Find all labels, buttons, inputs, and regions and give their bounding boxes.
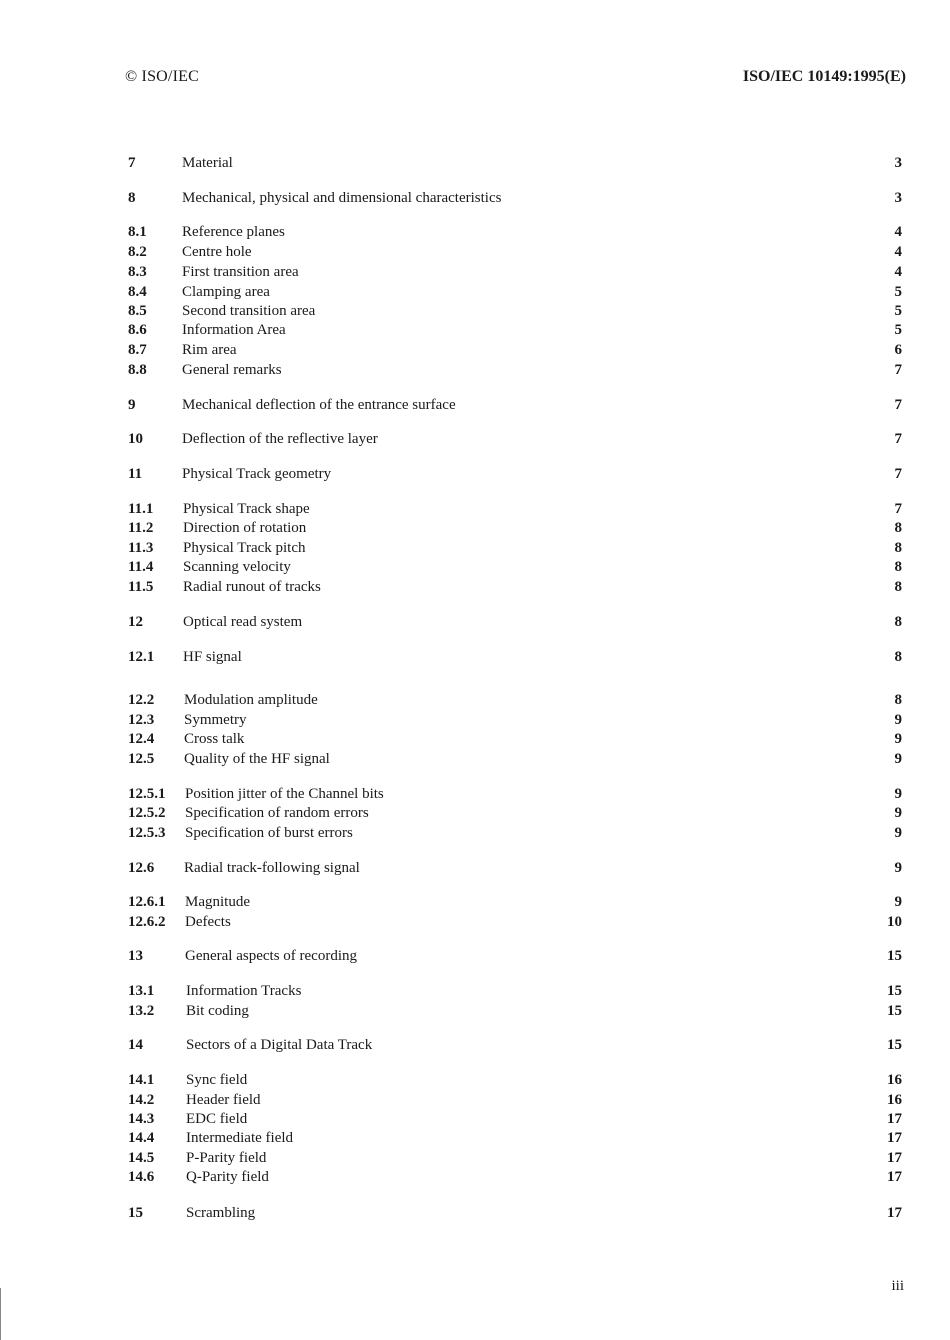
toc-entry-number: 11.1: [128, 501, 154, 517]
toc-entry-title: Intermediate field: [186, 1130, 294, 1146]
toc-entry-page: 17: [887, 1130, 902, 1146]
toc-entry: [0, 729, 950, 749]
toc-entry-number: 10: [128, 431, 143, 447]
toc-entry-title: Rim area: [182, 342, 237, 358]
toc-entry: [0, 360, 950, 380]
toc-entry: [0, 912, 950, 932]
toc-entry-page: 16: [887, 1092, 902, 1108]
toc-entry-title: Position jitter of the Channel bits: [185, 786, 384, 802]
toc-entry-number: 8: [128, 190, 136, 206]
toc-entry-title: Reference planes: [182, 224, 285, 240]
toc-entry: [0, 647, 950, 667]
toc-entry-title: Cross talk: [184, 731, 245, 747]
toc-entry-page: 10: [887, 914, 902, 930]
toc-entry-title: Deflection of the reflective layer: [182, 431, 378, 447]
toc-entry-page: 4: [894, 224, 902, 240]
toc-entry: [0, 282, 950, 302]
toc-entry: [0, 464, 950, 484]
toc-entry-number: 8.7: [128, 342, 147, 358]
toc-entry-title: Information Area: [182, 322, 286, 338]
toc-entry-page: 9: [894, 825, 902, 841]
toc-entry: [0, 1109, 950, 1129]
toc-entry-number: 12.6.2: [128, 914, 166, 930]
toc-entry-page: 3: [894, 190, 902, 206]
toc-entry-title: Defects: [185, 914, 231, 930]
toc-entry-page: 17: [887, 1205, 902, 1221]
toc-entry-number: 11.4: [128, 559, 154, 575]
toc-entry: [0, 518, 950, 538]
toc-entry-page: 4: [894, 244, 902, 260]
toc-entry-page: 7: [894, 362, 902, 378]
toc-entry-number: 12.2: [128, 692, 155, 708]
toc-entry-page: 9: [894, 751, 902, 767]
toc-entry-number: 14.4: [128, 1130, 155, 1146]
header-document-id: ISO/IEC 10149:1995(E): [742, 68, 906, 85]
toc-entry-number: 14.2: [128, 1092, 155, 1108]
toc-entry-number: 12.3: [128, 712, 155, 728]
toc-entry-title: Physical Track geometry: [182, 466, 332, 482]
toc-entry-number: 12.5.3: [128, 825, 166, 841]
toc-entry-page: 7: [894, 397, 902, 413]
toc-entry-page: 5: [894, 322, 902, 338]
toc-entry-page: 9: [894, 860, 902, 876]
header-org-mark: © ISO/IEC: [125, 68, 199, 85]
toc-entry-number: 14.6: [128, 1169, 155, 1185]
toc-entry-number: 9: [128, 397, 136, 413]
toc-entry-number: 13.2: [128, 1003, 155, 1019]
toc-entry: [0, 823, 950, 843]
toc-entry-title: Radial runout of tracks: [183, 579, 321, 595]
toc-entry-page: 17: [887, 1150, 902, 1166]
toc-entry-page: 4: [894, 264, 902, 280]
toc-entry-title: Sectors of a Digital Data Track: [186, 1037, 373, 1053]
toc-entry-number: 12.4: [128, 731, 155, 747]
toc-entry-number: 8.5: [128, 303, 147, 319]
toc-entry-page: 5: [894, 303, 902, 319]
toc-entry-title: Sync field: [186, 1072, 248, 1088]
scan-edge-mark: [0, 1288, 1, 1340]
toc-entry-number: 14.1: [128, 1072, 155, 1088]
toc-entry-page: 8: [894, 692, 902, 708]
toc-entry: [0, 981, 950, 1001]
toc-entry-title: Centre hole: [182, 244, 252, 260]
toc-entry-number: 12.5.1: [128, 786, 166, 802]
toc-entry: [0, 557, 950, 577]
toc-entry: [0, 612, 950, 632]
toc-entry-page: 15: [887, 948, 902, 964]
toc-entry: [0, 222, 950, 242]
toc-entry-number: 8.8: [128, 362, 147, 378]
toc-entry-number: 12.1: [128, 649, 155, 665]
toc-entry-number: 12.6: [128, 860, 155, 876]
toc-entry-title: Scrambling: [186, 1205, 256, 1221]
toc-entry-title: Specification of burst errors: [185, 825, 353, 841]
toc-entry-title: First transition area: [182, 264, 299, 280]
toc-entry-page: 9: [894, 894, 902, 910]
toc-entry: [0, 892, 950, 912]
toc-entry-page: 7: [894, 501, 902, 517]
toc-entry: [0, 242, 950, 262]
toc-entry: [0, 429, 950, 449]
toc-entry-page: 3: [894, 155, 902, 171]
toc-entry-title: Mechanical deflection of the entrance surface: [182, 397, 456, 413]
toc-entry: [0, 858, 950, 878]
toc-entry: [0, 1148, 950, 1168]
toc-entry-title: Second transition area: [182, 303, 316, 319]
toc-entry: [0, 784, 950, 804]
toc-entry-title: Clamping area: [182, 284, 270, 300]
toc-entry-title: EDC field: [186, 1111, 248, 1127]
toc-entry-title: Physical Track shape: [183, 501, 310, 517]
toc-entry: [0, 153, 950, 173]
toc-entry-number: 8.6: [128, 322, 147, 338]
toc-entry-number: 14.5: [128, 1150, 155, 1166]
toc-entry: [0, 1167, 950, 1187]
toc-entry-number: 12.5.2: [128, 805, 166, 821]
toc-entry-page: 9: [894, 805, 902, 821]
toc-entry-title: Mechanical, physical and dimensional characteristics: [182, 190, 502, 206]
page-number: iii: [891, 1278, 904, 1294]
toc-entry-title: Scanning velocity: [183, 559, 291, 575]
toc-entry-title: Physical Track pitch: [183, 540, 306, 556]
toc-entry-number: 15: [128, 1205, 143, 1221]
toc-entry-title: Material: [182, 155, 233, 171]
toc-entry: [0, 320, 950, 340]
toc-entry-page: 6: [894, 342, 902, 358]
toc-entry-number: 13.1: [128, 983, 155, 999]
toc-entry-title: General remarks: [182, 362, 282, 378]
toc-entry: [0, 690, 950, 710]
toc-entry-title: P-Parity field: [186, 1150, 267, 1166]
toc-entry-page: 9: [894, 712, 902, 728]
toc-entry-title: Bit coding: [186, 1003, 249, 1019]
toc-entry-title: Specification of random errors: [185, 805, 369, 821]
toc-entry-page: 8: [894, 520, 902, 536]
toc-entry: [0, 803, 950, 823]
toc-entry-title: Information Tracks: [186, 983, 302, 999]
toc-entry-title: Modulation amplitude: [184, 692, 318, 708]
toc-entry-title: Symmetry: [184, 712, 247, 728]
toc-entry-number: 11.2: [128, 520, 154, 536]
toc-entry-page: 5: [894, 284, 902, 300]
toc-entry-page: 9: [894, 731, 902, 747]
toc-entry-number: 11.3: [128, 540, 154, 556]
toc-entry: [0, 499, 950, 519]
toc-entry-number: 8.2: [128, 244, 147, 260]
toc-entry-page: 8: [894, 540, 902, 556]
toc-entry-page: 16: [887, 1072, 902, 1088]
toc-entry-page: 7: [894, 431, 902, 447]
toc-entry: [0, 395, 950, 415]
toc-entry-number: 7: [128, 155, 136, 171]
toc-entry-number: 8.3: [128, 264, 147, 280]
toc-entry-title: Q-Parity field: [186, 1169, 269, 1185]
toc-entry: [0, 1035, 950, 1055]
toc-entry-page: 15: [887, 983, 902, 999]
toc-entry: [0, 577, 950, 597]
toc-entry-page: 15: [887, 1003, 902, 1019]
toc-entry: [0, 340, 950, 360]
toc-entry-title: Magnitude: [185, 894, 250, 910]
toc-entry-number: 12.6.1: [128, 894, 166, 910]
toc-entry: [0, 301, 950, 321]
toc-entry-number: 14.3: [128, 1111, 155, 1127]
toc-entry: [0, 1001, 950, 1021]
toc-entry-title: Direction of rotation: [183, 520, 307, 536]
toc-entry-number: 11.5: [128, 579, 154, 595]
toc-entry-page: 7: [894, 466, 902, 482]
toc-entry-page: 8: [894, 649, 902, 665]
toc-entry-title: Quality of the HF signal: [184, 751, 330, 767]
toc-entry-title: General aspects of recording: [185, 948, 358, 964]
toc-entry-title: Radial track-following signal: [184, 860, 360, 876]
toc-entry: [0, 262, 950, 282]
toc-entry-number: 8.1: [128, 224, 147, 240]
toc-entry-page: 9: [894, 786, 902, 802]
toc-entry-number: 12: [128, 614, 143, 630]
toc-entry: [0, 710, 950, 730]
toc-entry: [0, 946, 950, 966]
toc-entry: [0, 1070, 950, 1090]
toc-entry-number: 13: [128, 948, 143, 964]
toc-entry-title: Header field: [186, 1092, 261, 1108]
toc-entry: [0, 1090, 950, 1110]
toc-entry: [0, 188, 950, 208]
toc-entry-number: 12.5: [128, 751, 155, 767]
toc-entry: [0, 1203, 950, 1223]
toc-entry: [0, 749, 950, 769]
toc-entry-title: Optical read system: [183, 614, 303, 630]
toc-entry-number: 11: [128, 466, 143, 482]
toc-entry-page: 8: [894, 579, 902, 595]
toc-entry-page: 15: [887, 1037, 902, 1053]
toc-entry: [0, 1128, 950, 1148]
toc-entry-page: 17: [887, 1111, 902, 1127]
toc-entry-number: 14: [128, 1037, 143, 1053]
toc-entry: [0, 538, 950, 558]
toc-entry-page: 17: [887, 1169, 902, 1185]
toc-entry-number: 8.4: [128, 284, 147, 300]
toc-entry-page: 8: [894, 559, 902, 575]
toc-entry-title: HF signal: [183, 649, 242, 665]
toc-entry-page: 8: [894, 614, 902, 630]
